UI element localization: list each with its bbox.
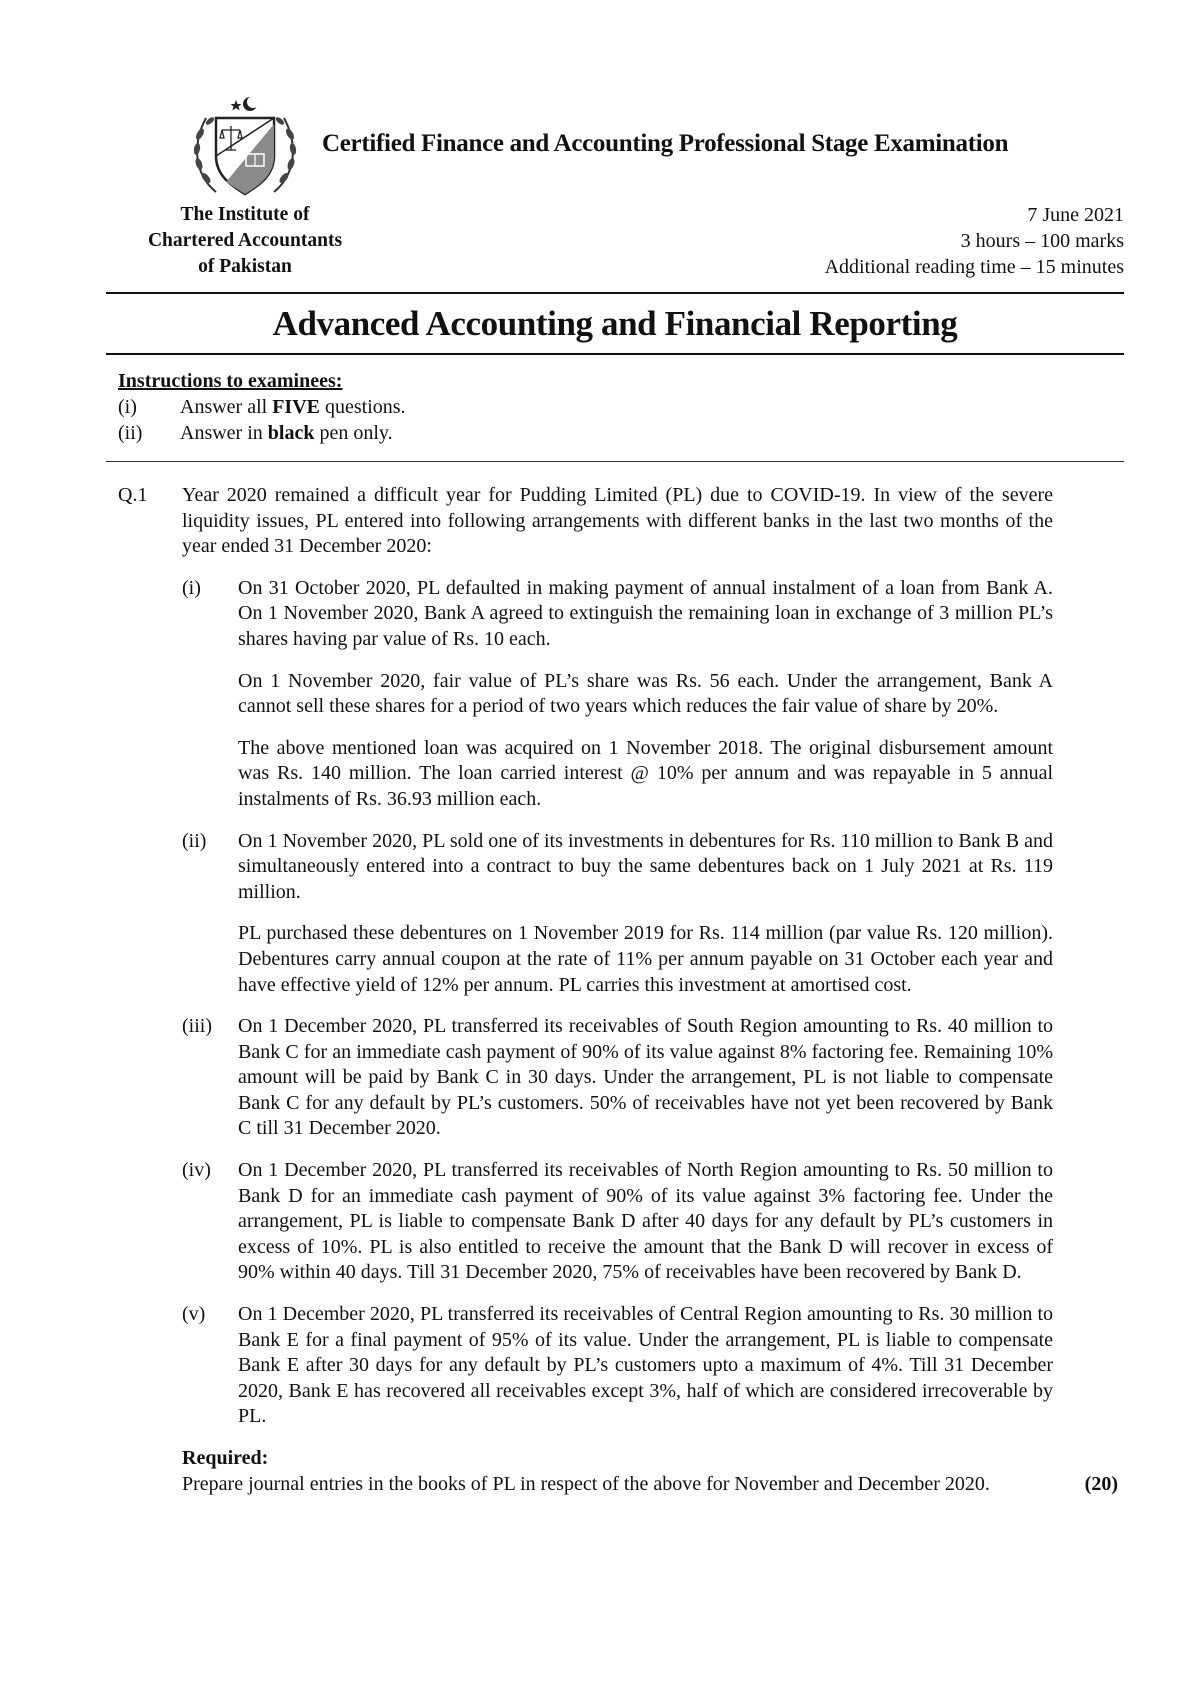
instruction-emphasis: black [267,422,315,444]
instruction-text [180,420,393,446]
instruction-emphasis: FIVE [272,396,320,418]
question-part [182,576,1118,813]
instructions-heading: Instructions to examinees: [118,370,343,392]
instruction-number: (ii) [118,422,143,444]
divider [106,292,1124,294]
part-paragraph: On 1 November 2020, PL sold one of its investments in debentures for Rs. 110 million to Bank B and simultaneously entered into a contract to buy the same debentures back on 1 July 2021 at Rs. 119 million. [238,829,1053,903]
divider [106,461,1124,462]
exam-date: 7 June 2021 [1027,204,1124,226]
exam-title: Certified Finance and Accounting Professional Stage Examination [322,130,1009,157]
instruction-text [180,394,406,420]
part-paragraph: On 1 December 2020, PL transferred its receivables of Central Region amounting to Rs. 30 million to Bank E for a final payment of 95% of its value. Under the arrangement, PL is liable to compensate Bank E after 30 days for any default by PL’s customers upto a maximum of 4%. Till 31 December 2020, Bank E has recovered all receivables except 3%, half of which are considered irrecoverable by PL. [238,1303,1053,1428]
institute-name [100,202,390,280]
divider [106,353,1124,355]
institute-line: The Institute of [180,204,310,225]
institute-line: of Pakistan [198,256,292,277]
instructions [118,368,1018,446]
part-number: (ii) [182,829,207,852]
exam-duration: 3 hours – 100 marks [960,230,1124,252]
instruction-text-part: Answer all [180,396,273,418]
part-paragraph: The above mentioned loan was acquired on 1 November 2018. The original disbursement amount was Rs. 140 million. The loan carried interest @ 10% per annum and was repayable in 5 annual instalments of Rs. 36.93 million each. [238,736,1053,810]
instruction-text-part: pen only. [314,422,393,444]
question-part [182,1302,1118,1430]
instruction-text-part: questions. [320,396,406,418]
required-section [182,1446,1053,1497]
question-part [182,829,1118,999]
reading-time: Additional reading time – 15 minutes [824,256,1124,278]
part-paragraph: On 1 December 2020, PL transferred its receivables of South Region amounting to Rs. 40 million to Bank C for an immediate cash payment of 90% of its value against 8% factoring fee. Remaining 10% amount will be paid by Bank C in 30 days. Under the arrangement, PL is not liable to compensate Bank C for any default by PL’s customers. 50% of receivables have not yet been recovered by Bank C till 31 December 2020. [238,1015,1053,1140]
question-marks: (20) [1084,1472,1118,1495]
instruction-text-part: Answer in [180,422,268,444]
required-text: Prepare journal entries in the books of PL in respect of the above for November and December 2020. [182,1472,990,1495]
part-number: (iii) [182,1015,212,1038]
part-paragraph: On 1 November 2020, fair value of PL’s share was Rs. 56 each. Under the arrangement, Bank A cannot sell these shares for a period of two years which reduces the fair value of share by 20%. [238,669,1053,718]
question-intro: Year 2020 remained a difficult year for Pudding Limited (PL) due to COVID-19. In view of the severe liquidity issues, PL entered into following arrangements with different banks in the last two months of the year ended 31 December 2020: [182,484,1053,558]
question-part [182,1158,1118,1286]
required-heading: Required: [182,1447,269,1469]
part-number: (iv) [182,1159,211,1182]
part-number: (i) [182,576,201,599]
instruction-item [118,420,1018,446]
part-paragraph: On 1 December 2020, PL transferred its receivables of North Region amounting to Rs. 50 million to Bank D for an immediate cash payment of 90% of its value against 3% factoring fee. Under the arrangement, PL is liable to compensate Bank D after 40 days for any default by PL’s customers in excess of 10%. PL is also entitled to receive the amount that the Bank D will recover in excess of 90% within 40 days. Till 31 December 2020, 75% of receivables have been recovered by Bank D. [238,1159,1053,1284]
institute-line: Chartered Accountants [147,230,343,251]
question-parts [182,576,1118,1430]
subject-title: Advanced Accounting and Financial Reporting [272,304,958,343]
part-paragraph: On 31 October 2020, PL defaulted in making payment of annual instalment of a loan from Bank A. On 1 November 2020, Bank A agreed to extinguish the remaining loan in exchange of 3 million PL’s shares having par value of Rs. 10 each. [238,576,1053,650]
icap-logo [186,94,304,204]
exam-meta [704,202,1124,280]
question-1 [118,483,1118,1497]
question-number: Q.1 [118,484,148,506]
part-paragraph: PL purchased these debentures on 1 November 2019 for Rs. 114 million (par value Rs. 120 million). Debentures carry annual coupon at the rate of 11% per annum payable on 31 October each year and have effective yield of 12% per annum. PL carries this investment at amortised cost. [238,922,1053,996]
instruction-item [118,394,1018,420]
instruction-number: (i) [118,396,137,418]
question-part [182,1014,1118,1142]
part-number: (v) [182,1303,206,1326]
